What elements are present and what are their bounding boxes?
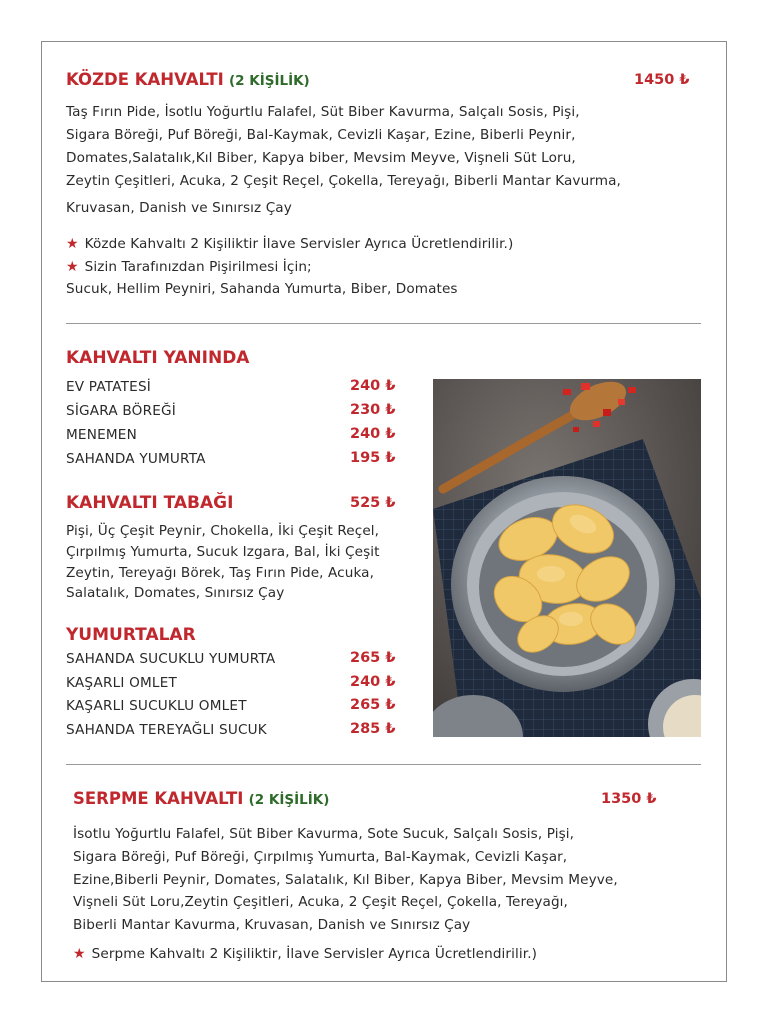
serpme-desc-line: Vişneli Süt Loru,Zeytin Çeşitleri, Acuka, 2 Çeşit Reçel, Çokella, Tereyağı,: [73, 894, 568, 910]
tabagi-desc-line: Zeytin, Tereyağı Börek, Taş Fırın Pide, Acuka,: [66, 565, 375, 581]
serpme-heading: [73, 789, 329, 808]
menu-item-name: SAHANDA TEREYAĞLI SUCUK: [66, 722, 267, 738]
kozde-desc-line: Zeytin Çeşitleri, Acuka, 2 Çeşit Reçel, Çokella, Tereyağı, Biberli Mantar Kavurma,: [66, 173, 621, 189]
serpme-desc-line: Biberli Mantar Kavurma, Kruvasan, Danish ve Sınırsız Çay: [73, 917, 471, 933]
menu-item-price: 265 ₺: [350, 697, 396, 713]
kozde-desc-line: Domates,Salatalık,Kıl Biber, Kapya biber, Mevsim Meyve, Vişneli Süt Loru,: [66, 150, 576, 166]
serpme-price: 1350 ₺: [601, 791, 657, 807]
menu-item-name: EV PATATESİ: [66, 379, 152, 395]
kozde-desc-line: Sigara Böreği, Puf Böreği, Bal-Kaymak, Cevizli Kaşar, Ezine, Biberli Peynir,: [66, 127, 576, 143]
menu-item-name: SAHANDA YUMURTA: [66, 451, 206, 467]
star-icon: ★: [73, 946, 86, 962]
menu-item-price: 265 ₺: [350, 650, 396, 666]
menu-item-price: 240 ₺: [350, 378, 396, 394]
kozde-desc-line: Kruvasan, Danish ve Sınırsız Çay: [66, 200, 292, 216]
yumurtalar-title: YUMURTALAR: [66, 625, 196, 645]
star-icon: ★: [66, 236, 79, 252]
tabagi-desc-line: Çırpılmış Yumurta, Sucuk Izgara, Bal, İki Çeşit: [66, 544, 380, 560]
kozde-subtitle: (2 KİŞİLİK): [228, 73, 310, 89]
tabagi-desc-line: Salatalık, Domates, Sınırsız Çay: [66, 585, 285, 601]
kozde-desc-line: Taş Fırın Pide, İsotlu Yoğurtlu Falafel, Süt Biber Kavurma, Salçalı Sosis, Pişi,: [66, 104, 580, 120]
menu-item-name: KAŞARLI OMLET: [66, 675, 177, 691]
menu-item-name: MENEMEN: [66, 427, 137, 443]
menu-item-name: SİGARA BÖREĞİ: [66, 403, 176, 419]
menu-item-price: 230 ₺: [350, 402, 396, 418]
serpme-title: SERPME KAHVALTI: [73, 789, 244, 808]
tabagi-price: 525 ₺: [350, 495, 396, 511]
menu-item-name: KAŞARLI SUCUKLU OMLET: [66, 698, 247, 714]
serpme-subtitle: (2 KİŞİLİK): [248, 792, 330, 808]
serpme-desc-line: İsotlu Yoğurtlu Falafel, Süt Biber Kavurma, Sote Sucuk, Salçalı Sosis, Pişi,: [73, 826, 575, 842]
kozde-note: ★ Sizin Tarafınızdan Pişirilmesi İçin;: [66, 259, 312, 275]
menu-item-price: 240 ₺: [350, 674, 396, 690]
serpme-desc-line: Sigara Böreği, Puf Böreği, Çırpılmış Yumurta, Bal-Kaymak, Cevizli Kaşar,: [73, 849, 568, 865]
kozde-title: KÖZDE KAHVALTI: [66, 70, 224, 89]
kozde-note: ★ Közde Kahvaltı 2 Kişiliktir İlave Servisler Ayrıca Ücretlendirilir.): [66, 236, 514, 252]
kozde-price: 1450 ₺: [634, 72, 690, 88]
chips-bowl-illustration: [433, 379, 701, 737]
tabagi-title: KAHVALTI TABAĞI: [66, 493, 234, 513]
divider: [66, 323, 701, 324]
yaninda-title: KAHVALTI YANINDA: [66, 348, 250, 368]
divider: [66, 764, 701, 765]
kozde-heading: [66, 70, 310, 89]
serpme-desc-line: Ezine,Biberli Peynir, Domates, Salatalık, Kıl Biber, Kapya Biber, Mevsim Meyve,: [73, 872, 618, 888]
kozde-note: Sucuk, Hellim Peyniri, Sahanda Yumurta, Biber, Domates: [66, 281, 458, 297]
food-photo: [433, 379, 701, 737]
serpme-note: ★ Serpme Kahvaltı 2 Kişiliktir, İlave Servisler Ayrıca Ücretlendirilir.): [73, 946, 538, 962]
menu-item-price: 285 ₺: [350, 721, 396, 737]
menu-item-price: 195 ₺: [350, 450, 396, 466]
menu-item-name: SAHANDA SUCUKLU YUMURTA: [66, 651, 276, 667]
menu-item-price: 240 ₺: [350, 426, 396, 442]
tabagi-desc-line: Pişi, Üç Çeşit Peynir, Chokella, İki Çeşit Reçel,: [66, 523, 380, 539]
star-icon: ★: [66, 259, 79, 275]
